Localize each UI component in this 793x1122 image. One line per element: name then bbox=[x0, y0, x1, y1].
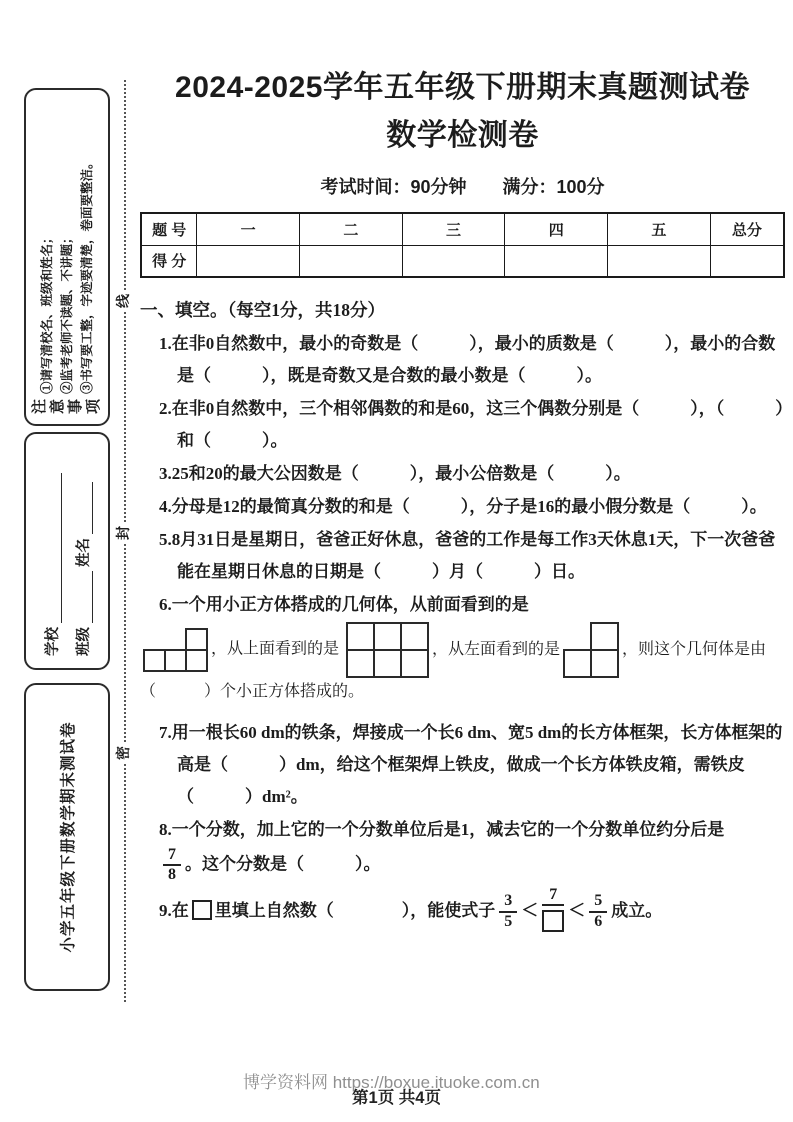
exam-info: 考试时间：90分钟 满分：100分 bbox=[320, 177, 605, 197]
watermark-text: 博学资料网 https://boxue.ituoke.com.cn bbox=[243, 1073, 540, 1092]
section-1-heading: 一、填空。（每空1分，共18分） bbox=[140, 300, 385, 320]
question-9-text-2: 里填上自然数（ ），能使式子 bbox=[214, 900, 496, 920]
question-1: 1.在非0自然数中，最小的奇数是（ ），最小的质数是（ ），最小的合数是（ ），既是奇数又是合数的最小数是（ ）。 bbox=[159, 334, 776, 385]
question-8 bbox=[140, 814, 785, 885]
paper-name: 小学五年级下册数学期末测试卷 bbox=[60, 721, 77, 953]
fraction-7-8: $\frac{7}{8}$ bbox=[163, 846, 181, 885]
question-4: 4.分母是12的最简真分数的和是（ ），分子是16的最小假分数是（ ）。 bbox=[159, 497, 767, 516]
name-label: 姓名 bbox=[76, 538, 92, 567]
question-6 bbox=[140, 589, 785, 621]
page-title: 2024-2025学年五年级下册期末真题测试卷 bbox=[175, 71, 750, 104]
score-table-col-5: 五 bbox=[608, 213, 711, 245]
question-3: 3.25和20的最大公因数是（ ），最小公倍数是（ ）。 bbox=[159, 464, 631, 483]
question-9 bbox=[140, 886, 785, 938]
student-info-box bbox=[24, 432, 110, 670]
question-7: 7.用一根长60 dm的铁条，焊接成一个长6 dm、宽5 dm的长方体框架，长方体框架的高是（ ）dm，给这个框架焊上铁皮，做成一个长方体铁皮箱，需铁皮（ ）dm²。 bbox=[159, 723, 783, 806]
question-8-text-2: 。这个分数是（ ）。 bbox=[185, 854, 381, 874]
question-2: 2.在非0自然数中，三个相邻偶数的和是60，这三个偶数分别是（ ），（ ）和（ ）。 bbox=[159, 399, 784, 450]
denominator-blank-box bbox=[542, 910, 564, 932]
score-table-score-row bbox=[141, 245, 784, 277]
question-8-text-1: 8.一个分数，加上它的一个分数单位后是1，减去它的一个分数单位约分后是 bbox=[159, 820, 725, 839]
class-label: 班级 bbox=[76, 627, 92, 656]
score-cell-5 bbox=[608, 245, 711, 277]
question-5: 5.8月31日是星期日，爸爸正好休息，爸爸的工作是每工作3天休息1天，下一次爸爸能在星期日休息的日期是（ ）月（ ）日。 bbox=[159, 530, 776, 581]
cube-left-view-figure bbox=[563, 622, 619, 678]
notice-item-1: ①请写清校名、班级和姓名； bbox=[40, 231, 54, 394]
seal-char-mi: 密 bbox=[116, 743, 134, 763]
score-table-header-row bbox=[141, 213, 784, 245]
paper-name-box bbox=[24, 683, 110, 991]
score-cell-3 bbox=[402, 245, 505, 277]
cube-front-view-figure bbox=[143, 628, 208, 672]
score-row-label: 得 分 bbox=[141, 245, 197, 277]
score-table-col-4: 四 bbox=[505, 213, 608, 245]
question-6-text-4: ，则这个几何体是由（ ）个小正方体搭成的。 bbox=[140, 640, 767, 700]
blank-square-box bbox=[192, 900, 212, 920]
page-number: 第1页 共4页 bbox=[352, 1089, 441, 1107]
notice-item-3: ③书写要工整，字迹要清楚，卷面要整洁。 bbox=[80, 156, 94, 394]
school-label: 学校 bbox=[45, 627, 61, 656]
question-9-text-1: 9.在 bbox=[159, 900, 189, 920]
fraction-5-6: $\frac{5}{6}$ bbox=[589, 892, 607, 931]
question-6-text-2: ，从上面看到的是 bbox=[211, 640, 340, 658]
score-table-col-2: 二 bbox=[300, 213, 403, 245]
score-table-header-label: 题 号 bbox=[141, 213, 197, 245]
main-content bbox=[140, 60, 785, 939]
less-than-sign-1: ＜ bbox=[521, 900, 539, 920]
score-cell-4 bbox=[505, 245, 608, 277]
notice-label: 注意事项 bbox=[31, 400, 103, 416]
fraction-7-over-box: 7 bbox=[542, 886, 564, 938]
score-table bbox=[140, 212, 785, 278]
question-6-text-1: 6.一个用小正方体搭成的几何体，从前面看到的是 bbox=[159, 595, 529, 614]
seal-char-feng: 封 bbox=[116, 523, 134, 543]
name-blank-line bbox=[77, 482, 93, 534]
score-cell-total bbox=[710, 245, 784, 277]
class-blank-line bbox=[77, 571, 93, 623]
less-than-sign-2: ＜ bbox=[568, 900, 586, 920]
school-blank-line bbox=[46, 473, 62, 623]
seal-char-xian: 线 bbox=[116, 291, 134, 311]
question-6-text-3: ，从左面看到的是 bbox=[432, 640, 561, 658]
score-cell-2 bbox=[300, 245, 403, 277]
fraction-3-5: $\frac{3}{5}$ bbox=[499, 892, 517, 931]
score-table-col-1: 一 bbox=[197, 213, 300, 245]
page-subtitle: 数学检测卷 bbox=[386, 119, 539, 152]
score-table-col-total: 总分 bbox=[710, 213, 784, 245]
score-table-col-3: 三 bbox=[402, 213, 505, 245]
notice-items bbox=[37, 156, 97, 394]
notice-item-2: ②监考老师不读题、不讲题； bbox=[60, 231, 74, 394]
notice-box bbox=[24, 88, 110, 426]
score-cell-1 bbox=[197, 245, 300, 277]
cube-top-view-figure bbox=[346, 622, 429, 678]
question-9-text-3: 成立。 bbox=[611, 900, 663, 920]
